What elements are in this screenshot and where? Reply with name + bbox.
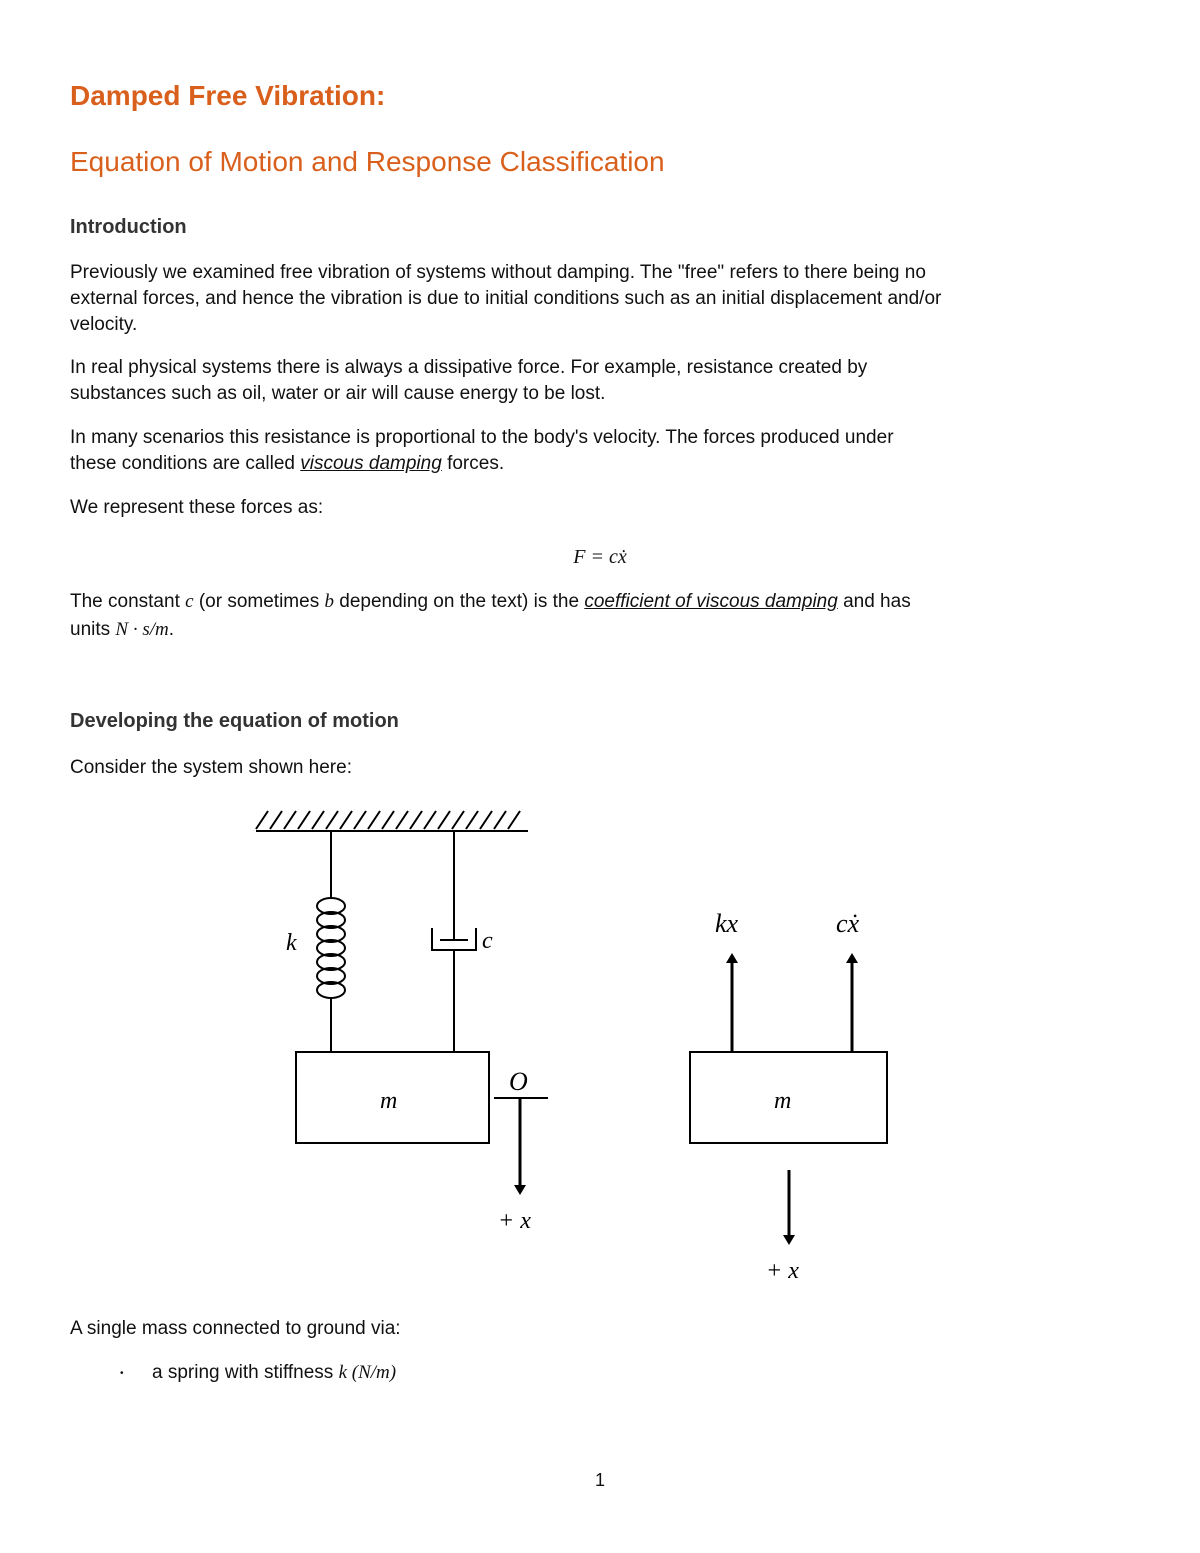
- bullet-spring-stiffness: a spring with stiffness k (N/m): [152, 1362, 397, 1383]
- damping-force-label: cẋ: [836, 909, 860, 938]
- developing-heading: Developing the equation of motion: [70, 710, 399, 732]
- coefficient-term: coefficient of viscous damping: [584, 591, 838, 612]
- spring-force-label: kx: [715, 909, 739, 938]
- damping-force-equation: F = cẋ: [573, 546, 627, 568]
- text-line: Consider the system shown here:: [70, 757, 352, 778]
- origin-label: O: [509, 1067, 528, 1096]
- damper-label: c: [482, 928, 493, 954]
- text-line: A single mass connected to ground via:: [70, 1318, 401, 1339]
- positive-x-label: + x: [498, 1208, 531, 1234]
- text-line: substances such as oil, water or air will cause energy to be lost.: [70, 383, 606, 404]
- intro-heading: Introduction: [70, 216, 187, 238]
- page-number: 1: [594, 1470, 605, 1490]
- page-title: Damped Free Vibration:: [70, 80, 386, 111]
- text-line: In many scenarios this resistance is proportional to the body's velocity. The forces produced under: [70, 427, 894, 448]
- units-expression: N · s/m: [115, 619, 169, 640]
- fbd-positive-x-label: + x: [766, 1258, 799, 1284]
- spring-label: k: [286, 930, 297, 956]
- text-line: units N · s/m.: [70, 619, 175, 640]
- text-line: Previously we examined free vibration of systems without damping. The "free" refers to there being no: [70, 262, 926, 283]
- text-line: external forces, and hence the vibration is due to initial conditions such as an initial displacement and/or: [70, 288, 942, 309]
- spring: [317, 831, 345, 1052]
- text-line: We represent these forces as:: [70, 497, 324, 518]
- text-line: In real physical systems there is always a dissipative force. For example, resistance created by: [70, 357, 868, 378]
- text-line: these conditions are called viscous damping forces.: [70, 453, 505, 474]
- page-subtitle: Equation of Motion and Response Classification: [70, 146, 665, 177]
- stiffness-units: k (N/m): [338, 1362, 397, 1383]
- text-line: velocity.: [70, 314, 138, 335]
- damper: [432, 831, 476, 1052]
- fbd-mass-label: m: [774, 1088, 792, 1114]
- paragraph-single-mass: [70, 1316, 1130, 1342]
- ground-hatch: [256, 811, 528, 831]
- text-line: The constant c (or sometimes b depending on the text) is the coefficient of viscous damping and has: [70, 591, 911, 612]
- viscous-damping-term: viscous damping: [300, 453, 442, 474]
- bullet-marker: •: [120, 1368, 124, 1379]
- mass-label: m: [380, 1088, 398, 1114]
